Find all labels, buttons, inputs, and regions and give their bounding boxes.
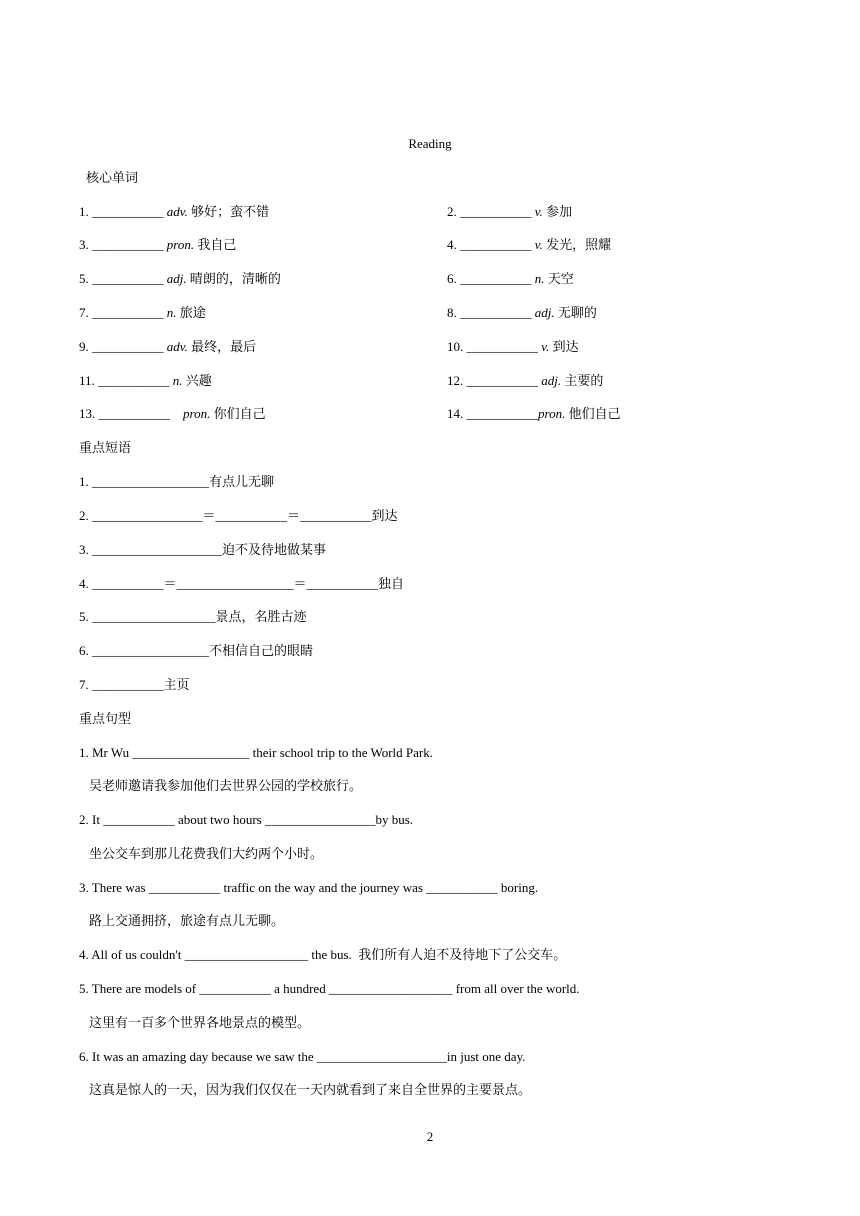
phrase-item: 7. ___________主页: [79, 677, 190, 692]
vocab-item: 13. ___________ pron. 你们自己: [79, 406, 266, 421]
vocab-heading: 核心单词: [86, 170, 139, 185]
page-number: 2: [426, 1129, 434, 1144]
phrase-item: 5. ___________________景点，名胜古迹: [79, 609, 307, 624]
sentence-zh: 坐公交车到那儿花费我们大约两个小时。: [89, 846, 324, 861]
sentence-zh: 这里有一百多个世界各地景点的模型。: [89, 1015, 311, 1030]
sentence-en: 1. Mr Wu __________________ their school trip to the World Park.: [79, 745, 433, 760]
sentence-en: 6. It was an amazing day because we saw the ____________________in just one day.: [79, 1049, 526, 1064]
phrase-item: 3. ____________________迫不及待地做某事: [79, 542, 327, 557]
phrase-item: 2. _________________＝___________＝___________到达: [79, 508, 398, 523]
vocab-item: 11. ___________ n. 兴趣: [79, 373, 212, 388]
sentence-en: 5. There are models of ___________ a hundred ___________________ from all over the world.: [79, 981, 580, 996]
sentences-heading: 重点句型: [79, 711, 132, 726]
vocab-item: 5. ___________ adj. 晴朗的，清晰的: [79, 271, 281, 286]
phrase-item: 1. __________________有点儿无聊: [79, 474, 275, 489]
vocab-item: 12. ___________ adj. 主要的: [447, 373, 604, 388]
vocab-item: 1. ___________ adv. 够好；蛮不错: [79, 204, 270, 219]
vocab-item: 6. ___________ n. 天空: [447, 271, 574, 286]
sentence-zh: 路上交通拥挤，旅途有点儿无聊。: [89, 913, 285, 928]
vocab-item: 4. ___________ v. 发光，照耀: [447, 237, 612, 252]
vocab-item: 10. ___________ v. 到达: [447, 339, 579, 354]
phrase-item: 4. ___________＝__________________＝___________独自: [79, 576, 405, 591]
sentence-en: 2. It ___________ about two hours _________________by bus.: [79, 812, 414, 827]
page-title: Reading: [408, 136, 452, 151]
vocab-item: 3. ___________ pron. 我自己: [79, 237, 237, 252]
vocab-item: 2. ___________ v. 参加: [447, 204, 573, 219]
phrases-heading: 重点短语: [79, 440, 132, 455]
vocab-item: 7. ___________ n. 旅途: [79, 305, 206, 320]
vocab-item: 14. ___________pron. 他们自己: [447, 406, 621, 421]
sentence-en: 3. There was ___________ traffic on the way and the journey was ___________ boring.: [79, 880, 539, 895]
sentence-zh: 吴老师邀请我参加他们去世界公园的学校旅行。: [89, 778, 363, 793]
sentence-zh: 这真是惊人的一天，因为我们仅仅在一天内就看到了来自全世界的主要景点。: [89, 1082, 532, 1097]
vocab-item: 8. ___________ adj. 无聊的: [447, 305, 597, 320]
sentence-en: 4. All of us couldn't ___________________ the bus. 我们所有人迫不及待地下了公交车。: [79, 947, 567, 962]
phrase-item: 6. __________________不相信自己的眼睛: [79, 643, 314, 658]
vocab-item: 9. ___________ adv. 最终，最后: [79, 339, 257, 354]
